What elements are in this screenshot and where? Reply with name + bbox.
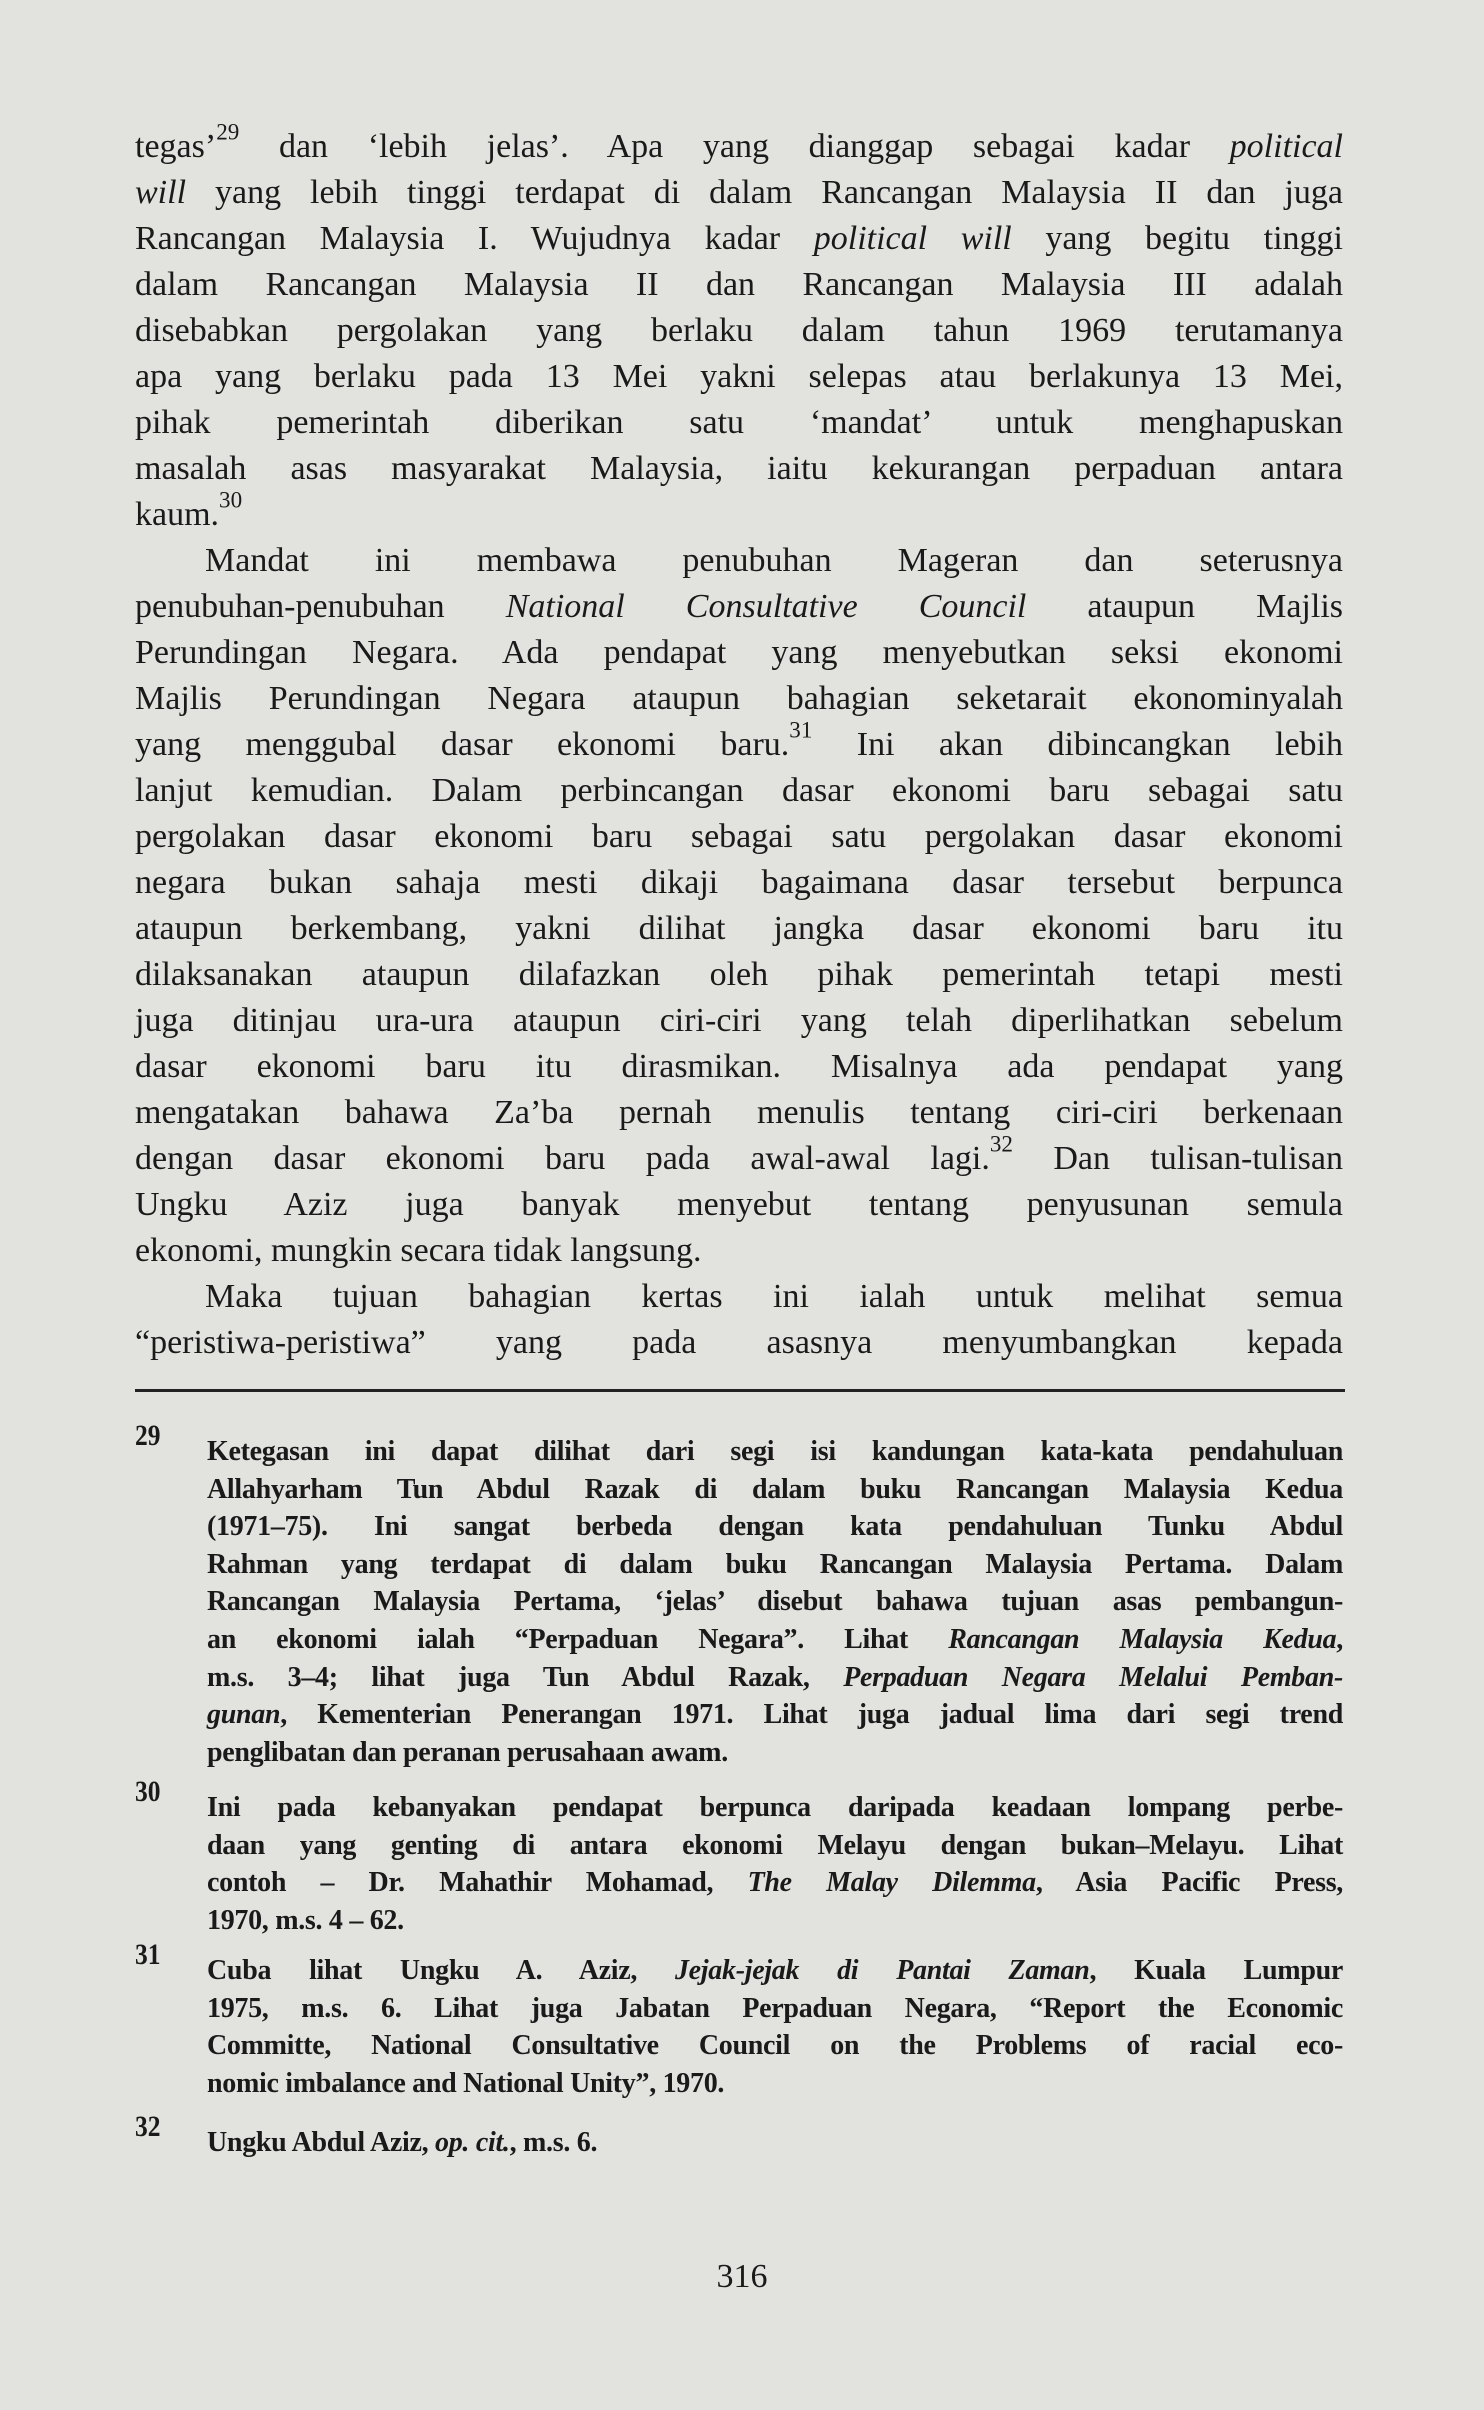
text-line (207, 1827, 1343, 1865)
text-run: Ungku Abdul Aziz, (207, 2127, 436, 2158)
text-line (135, 1182, 1343, 1228)
text-line (207, 1696, 1343, 1734)
italic-text: will (135, 174, 187, 211)
text-run: yang begitu tinggi (1011, 220, 1343, 257)
text-line (135, 487, 1343, 538)
text-line (207, 1864, 1343, 1902)
text-run: negara bukan sahaja mesti dikaji bagaimana dasar tersebut berpunca (135, 864, 1343, 901)
text-line (135, 676, 1343, 722)
text-line (207, 1990, 1343, 2028)
text-run: ekonomi, mungkin secara tidak langsung. (135, 1232, 702, 1269)
text-line (207, 2124, 1343, 2162)
text-line (207, 1659, 1343, 1697)
text-run: yang lebih tinggi terdapat di dalam Rancangan Malaysia II dan juga (186, 174, 1343, 211)
text-line (135, 768, 1343, 814)
text-line (207, 1546, 1343, 1584)
text-run: Dan tulisan-tulisan (1012, 1140, 1343, 1177)
text-line (135, 400, 1343, 446)
text-run: penubuhan-penubuhan (135, 588, 506, 625)
text-run: ataupun Majlis (1026, 588, 1343, 625)
text-line (135, 584, 1343, 630)
text-line (135, 717, 1343, 768)
text-line (135, 216, 1343, 262)
text-run: ataupun berkembang, yakni dilihat jangka dasar ekonomi baru itu (135, 910, 1343, 947)
text-run: Ini akan dibincangkan lebih (812, 726, 1343, 763)
text-run: Ini pada kebanyakan pendapat berpunca daripada keadaan lompang perbe- (207, 1792, 1343, 1823)
text-line (135, 1320, 1343, 1366)
text-line (135, 906, 1343, 952)
text-run: , (1336, 1623, 1343, 1655)
footnote-text (207, 2124, 1343, 2162)
text-line (135, 170, 1343, 216)
italic-text: Jejak-jejak di Pantai Zaman (674, 1955, 1090, 1986)
text-line (207, 1902, 1343, 1940)
text-run: disebabkan pergolakan yang berlaku dalam tahun 1969 terutamanya (135, 312, 1343, 349)
text-run: dengan dasar ekonomi baru pada awal-awal lagi. (135, 1140, 990, 1177)
text-run: kaum. (135, 496, 220, 533)
footnote-text (207, 1433, 1343, 1771)
text-run: (1971–75). Ini sangat berbeda dengan kata pendahuluan Tunku Abdul (207, 1511, 1343, 1543)
text-line (135, 308, 1343, 354)
footnote-separator-rule (135, 1389, 1345, 1392)
text-line (135, 860, 1343, 906)
text-run: Ketegasan ini dapat dilihat dari segi isi kandungan kata-kata pendahuluan (207, 1436, 1343, 1467)
text-run: Perundingan Negara. Ada pendapat yang menyebutkan seksi ekonomi (135, 634, 1343, 671)
text-run: , Kementerian Penerangan 1971. Lihat juga jadual lima dari segi trend (280, 1699, 1343, 1731)
text-run: Ungku Aziz juga banyak menyebut tentang penyusunan semula (135, 1186, 1343, 1223)
footnote-text (207, 1789, 1343, 1939)
text-line (135, 1044, 1343, 1090)
text-line (207, 1621, 1343, 1659)
text-run: , Asia Pacific Press, (1035, 1867, 1344, 1899)
text-line (135, 952, 1343, 998)
footnote-reference: 32 (989, 1131, 1013, 1158)
text-line (207, 1583, 1343, 1621)
footnote-reference: 31 (789, 717, 813, 744)
text-line (135, 630, 1343, 676)
text-line (207, 1952, 1343, 1990)
text-line (135, 262, 1343, 308)
body-text (135, 119, 1343, 1366)
footnote-text (207, 1952, 1343, 2102)
text-line (207, 1789, 1343, 1827)
footnote-reference: 29 (216, 119, 240, 146)
italic-text: Rancangan Malaysia Kedua (948, 1623, 1337, 1655)
text-run: mengatakan bahawa Za’ba pernah menulis tentang ciri-ciri berkenaan (135, 1094, 1343, 1131)
italic-text: The Malay Dilemma (747, 1867, 1036, 1899)
text-line (207, 2065, 1343, 2103)
text-run: tegas’ (135, 128, 217, 165)
text-run: nomic imbalance and National Unity”, 1970. (207, 2067, 725, 2099)
italic-text: political (1229, 128, 1343, 165)
text-line (135, 354, 1343, 400)
text-run: Majlis Perundingan Negara ataupun bahagian seketarait ekonominyalah (135, 680, 1343, 717)
text-run: apa yang berlaku pada 13 Mei yakni selepas atau berlakunya 13 Mei, (135, 358, 1343, 395)
text-run: 1975, m.s. 6. Lihat juga Jabatan Perpaduan Negara, “Report the Economic (207, 1992, 1343, 2024)
text-run: Cuba lihat Ungku A. Aziz, (207, 1955, 675, 1986)
text-run: Mandat ini membawa penubuhan Mageran dan seterusnya (205, 542, 1343, 579)
page-number: 316 (716, 2258, 768, 2295)
text-run: contoh – Dr. Mahathir Mohamad, (207, 1867, 748, 1899)
italic-text: National Consultative Council (505, 588, 1027, 625)
text-run: Maka tujuan bahagian kertas ini ialah untuk melihat semua (205, 1278, 1343, 1315)
italic-text: political will (813, 220, 1012, 257)
italic-text: op. cit. (435, 2127, 510, 2158)
footnote-number: 30 (135, 1775, 161, 1808)
text-line (135, 119, 1343, 170)
footnote-reference: 30 (219, 487, 243, 514)
text-run: Committe, National Consultative Council on the Problems of racial eco- (207, 2030, 1343, 2062)
footnote-number: 31 (135, 1938, 161, 1971)
text-run: “peristiwa-peristiwa” yang pada asasnya menyumbangkan kepada (135, 1324, 1343, 1361)
text-run: an ekonomi ialah “Perpaduan Negara”. Lihat (207, 1623, 949, 1655)
text-line (135, 1228, 1343, 1274)
text-run: juga ditinjau ura-ura ataupun ciri-ciri yang telah diperlihatkan sebelum (135, 1002, 1343, 1039)
text-run: yang menggubal dasar ekonomi baru. (135, 726, 790, 763)
text-line (207, 2027, 1343, 2065)
text-run: dilaksanakan ataupun dilafazkan oleh pihak pemerintah tetapi mesti (135, 956, 1343, 993)
text-run: daan yang genting di antara ekonomi Melayu dengan bukan–Melayu. Lihat (207, 1829, 1343, 1861)
text-line (135, 998, 1343, 1044)
text-run: pihak pemerintah diberikan satu ‘mandat’ untuk menghapuskan (135, 404, 1343, 441)
text-line (135, 814, 1343, 860)
text-line (135, 1090, 1343, 1136)
text-run: Rancangan Malaysia I. Wujudnya kadar (135, 220, 814, 257)
text-run: masalah asas masyarakat Malaysia, iaitu kekurangan perpaduan antara (135, 450, 1343, 487)
text-run: , m.s. 6. (509, 2127, 598, 2158)
italic-text: Perpaduan Negara Melalui Pemban- (843, 1661, 1343, 1693)
text-run: m.s. 3–4; lihat juga Tun Abdul Razak, (207, 1661, 844, 1693)
text-run: lanjut kemudian. Dalam perbincangan dasar ekonomi baru sebagai satu (135, 772, 1343, 809)
italic-text: gunan (207, 1699, 281, 1731)
text-run: Allahyarham Tun Abdul Razak di dalam buku Rancangan Malaysia Kedua (207, 1473, 1343, 1505)
footnote-number: 32 (135, 2110, 161, 2143)
text-line (135, 1131, 1343, 1182)
text-run: 1970, m.s. 4 – 62. (207, 1904, 404, 1936)
footnote-number: 29 (135, 1419, 161, 1452)
text-run: Rahman yang terdapat di dalam buku Rancangan Malaysia Pertama. Dalam (207, 1548, 1343, 1580)
text-run: dan ‘lebih jelas’. Apa yang dianggap sebagai kadar (239, 128, 1230, 165)
text-line (135, 446, 1343, 492)
text-line (207, 1471, 1343, 1509)
text-run: dasar ekonomi baru itu dirasmikan. Misalnya ada pendapat yang (135, 1048, 1343, 1085)
text-run: pergolakan dasar ekonomi baru sebagai satu pergolakan dasar ekonomi (135, 818, 1343, 855)
text-line (207, 1508, 1343, 1546)
text-line (135, 1274, 1343, 1320)
text-run: , Kuala Lumpur (1089, 1955, 1343, 1986)
text-run: penglibatan dan peranan perusahaan awam. (207, 1736, 728, 1768)
text-line (135, 538, 1343, 584)
text-line (207, 1734, 1343, 1772)
text-run: Rancangan Malaysia Pertama, ‘jelas’ disebut bahawa tujuan asas pembangun- (207, 1586, 1343, 1618)
text-line (207, 1433, 1343, 1471)
text-run: dalam Rancangan Malaysia II dan Rancangan Malaysia III adalah (135, 266, 1343, 303)
